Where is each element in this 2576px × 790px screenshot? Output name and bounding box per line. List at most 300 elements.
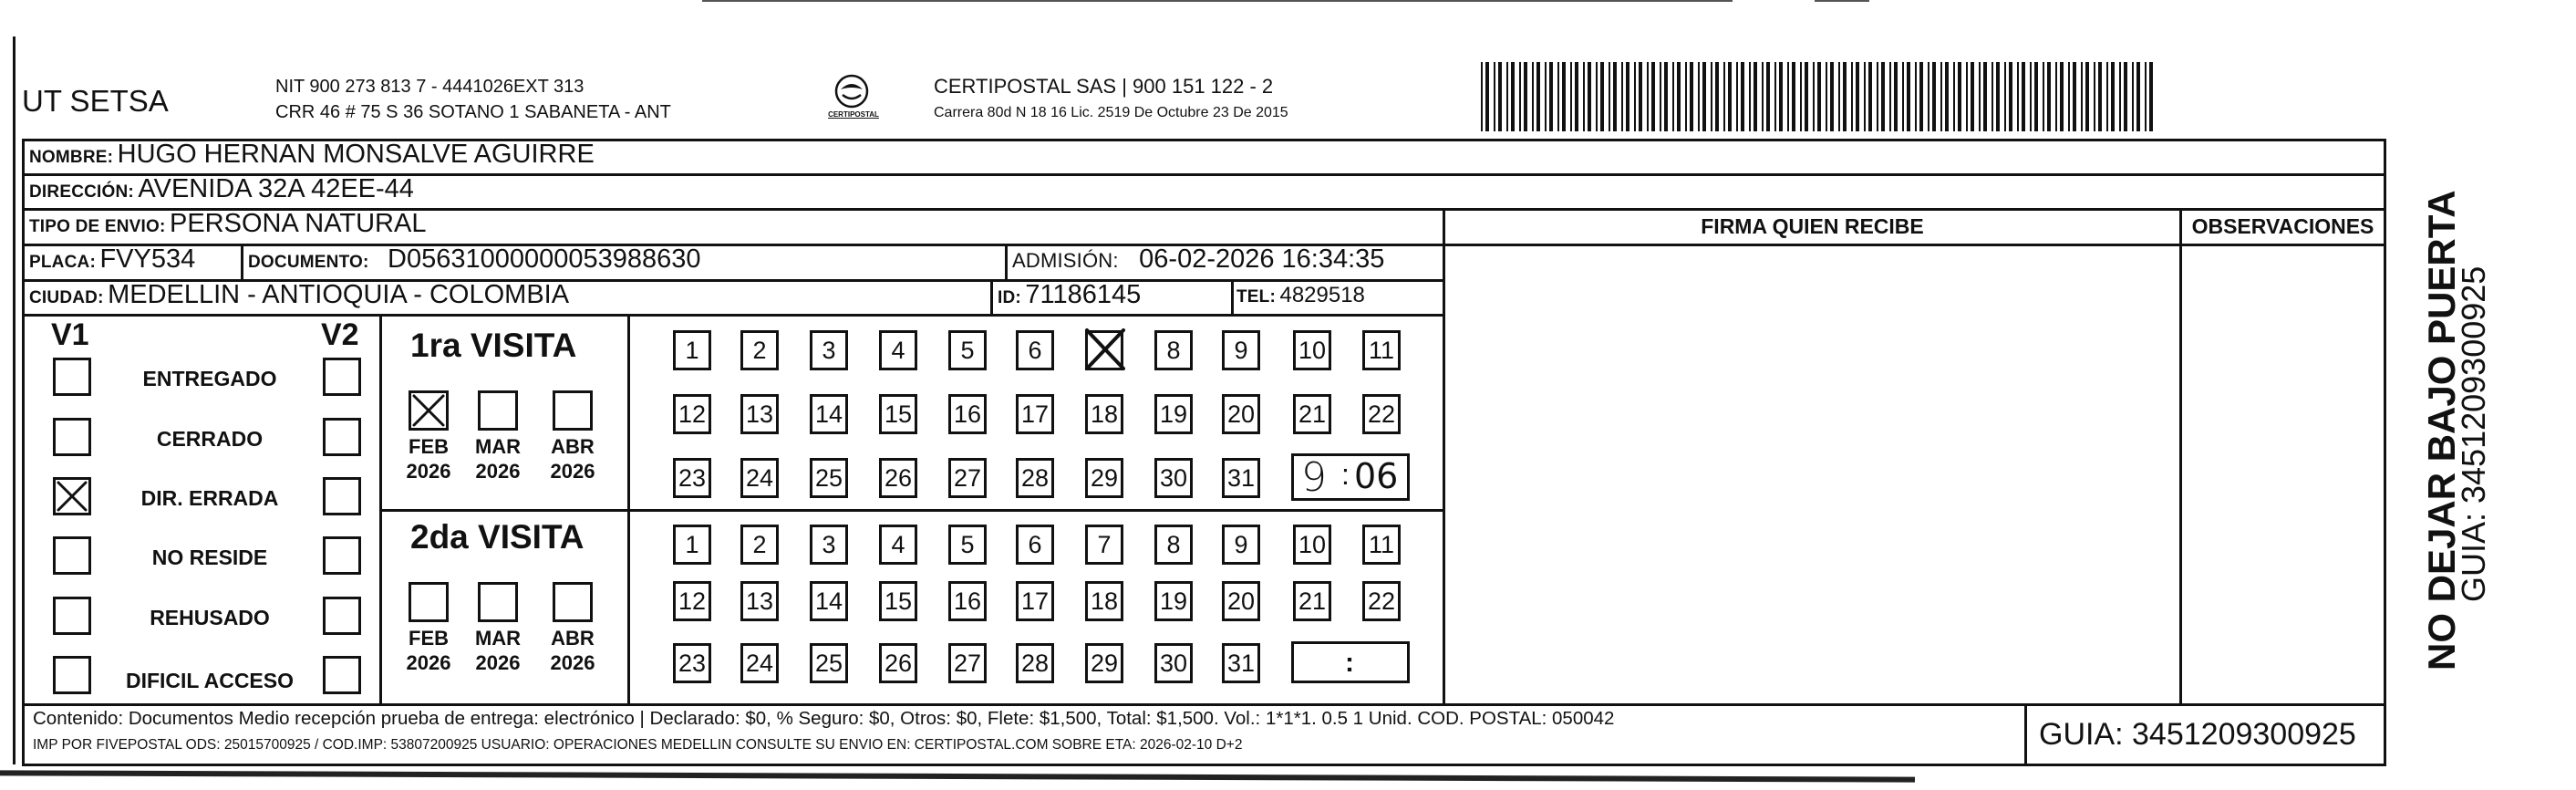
visit2-day-16[interactable] — [948, 581, 987, 621]
visit2-day-17[interactable] — [1016, 581, 1054, 621]
v2-label: V2 — [321, 317, 359, 352]
visit1-day-1[interactable] — [673, 330, 711, 370]
visit2-day-label: 23 — [678, 649, 707, 677]
visit2-day-label: 31 — [1226, 649, 1256, 677]
visit1-day-label: 16 — [953, 400, 982, 428]
barcode-bar — [1894, 62, 1898, 131]
barcode-bar — [2043, 62, 2044, 131]
barcode-bar — [2098, 62, 2102, 131]
documento-value: D05631000000053988630 — [388, 244, 701, 274]
barcode-bar — [1932, 62, 1936, 131]
visit-divider — [379, 509, 1444, 512]
visit1-day-label: 28 — [1020, 463, 1050, 492]
barcode-bar — [1570, 62, 1572, 131]
barcode-bar — [1677, 62, 1681, 131]
visit1-day-29[interactable] — [1085, 458, 1123, 498]
barcode-bar — [1588, 62, 1591, 131]
barcode-bar — [1600, 62, 1604, 131]
barcode-bar — [1940, 62, 1942, 131]
visit1-day-label: 20 — [1226, 400, 1256, 428]
barcode-bar — [2124, 62, 2127, 131]
v1-label: V1 — [51, 317, 89, 352]
visit1-day-label: 18 — [1090, 400, 1119, 428]
barcode-bar — [2034, 62, 2038, 131]
barcode-bar — [1583, 62, 1585, 131]
v1-checkbox-cerrado[interactable] — [53, 418, 91, 456]
visit2-day-label: 12 — [678, 587, 707, 615]
barcode-bar — [1545, 62, 1547, 131]
visit2-day-9[interactable] — [1222, 525, 1260, 565]
visit1-day-label: 14 — [814, 400, 843, 428]
side-guia: GUIA: 3451209300925 — [2455, 265, 2492, 602]
address-line: CRR 46 # 75 S 36 SOTANO 1 SABANETA - ANT — [275, 102, 671, 122]
barcode-bar — [2085, 62, 2089, 131]
ciudad-cell — [29, 280, 569, 310]
barcode-bar — [1851, 62, 1853, 131]
barcode-bar — [1639, 62, 1642, 131]
barcode-bar — [1817, 62, 1821, 131]
visit2-day-label: 18 — [1090, 587, 1119, 615]
barcode-bar — [2004, 62, 2006, 131]
visit2-month-checkbox-feb[interactable] — [409, 582, 449, 622]
visit1-day-label: 31 — [1226, 463, 1256, 492]
visit2-day-13[interactable] — [740, 581, 779, 621]
id-cell — [998, 280, 1141, 310]
visit2-day-14[interactable] — [810, 581, 848, 621]
visit1-month-checkbox-feb[interactable] — [409, 390, 449, 431]
barcode-bar — [1800, 62, 1802, 131]
visit1-day-6[interactable] — [1016, 330, 1054, 370]
certipostal-address: Carrera 80d N 18 16 Lic. 2519 De Octubre 23 De 2015 — [934, 105, 1288, 120]
side-warning: NO DEJAR BAJO PUERTA — [2420, 190, 2463, 670]
id-divider — [990, 279, 993, 314]
barcode-bar — [2060, 62, 2064, 131]
barcode-bar — [2132, 62, 2134, 131]
form-bottom-border — [22, 764, 2386, 766]
row-line-5 — [22, 314, 1444, 317]
form-inner-left — [22, 139, 25, 766]
barcode-bar — [1843, 62, 1847, 131]
visit1-month-checkbox-mar[interactable] — [478, 390, 518, 431]
visit2-month-label-abr: ABR 2026 — [550, 627, 595, 674]
barcode-bar — [2106, 62, 2108, 131]
visit1-day-2[interactable] — [740, 330, 779, 370]
visit1-day-label: 13 — [745, 400, 774, 428]
visit1-day-10[interactable] — [1293, 330, 1331, 370]
firma-header-line — [1443, 244, 2386, 246]
visit2-month-checkbox-mar[interactable] — [478, 582, 518, 622]
v2-checkbox-dir-errada[interactable] — [323, 477, 361, 515]
barcode-bar — [1511, 62, 1515, 131]
barcode-bar — [1928, 62, 1929, 131]
visit2-day-23[interactable] — [673, 643, 711, 683]
visit1-time-min: 06 — [1354, 456, 1399, 496]
barcode-bar — [1766, 62, 1770, 131]
visit2-day-label: 8 — [1166, 530, 1181, 558]
visit1-day-label: 12 — [678, 400, 707, 428]
admision-divider — [1005, 244, 1008, 279]
v2-checkbox-rehusado[interactable] — [323, 597, 361, 635]
barcode-bar — [1971, 62, 1974, 131]
visit1-day-label: 22 — [1367, 400, 1396, 428]
visit2-day-label: 3 — [822, 530, 836, 558]
v1-checkbox-entregado[interactable] — [53, 358, 91, 396]
visit2-day-label: 17 — [1020, 587, 1050, 615]
visit2-day-label: 22 — [1367, 587, 1396, 615]
barcode-bar — [1945, 62, 1949, 131]
visit2-day-label: 28 — [1020, 649, 1050, 677]
barcode-bar — [2145, 62, 2147, 131]
visit2-day-1[interactable] — [673, 525, 711, 565]
barcode-bar — [2068, 62, 2070, 131]
visit1-day-label: 19 — [1159, 400, 1188, 428]
barcode-bar — [1762, 62, 1764, 131]
visit1-day-19[interactable] — [1154, 394, 1193, 434]
visit2-day-label: 26 — [884, 649, 913, 677]
barcode-bar — [2030, 62, 2032, 131]
visit1-day-21[interactable] — [1293, 394, 1331, 434]
visit1-day-26[interactable] — [879, 458, 917, 498]
visit1-month-checkbox-abr[interactable] — [553, 390, 593, 431]
v2-checkbox-no-reside[interactable] — [323, 536, 361, 575]
barcode-bar — [2081, 62, 2083, 131]
visit2-day-11[interactable] — [1362, 525, 1401, 565]
id-label: ID: — [998, 288, 1021, 307]
visit2-day-label: 15 — [884, 587, 913, 615]
visit1-day-label: 21 — [1298, 400, 1327, 428]
visit2-day-label: 21 — [1298, 587, 1327, 615]
months-divider — [627, 314, 630, 703]
visit2-day-label: 1 — [685, 530, 699, 558]
status-label-dir-errada: DIR. ERRADA — [140, 486, 279, 510]
v1-checkbox-dificil-acceso[interactable] — [53, 656, 91, 694]
placa-value: FVY534 — [99, 244, 196, 274]
nombre-row — [29, 140, 595, 170]
visit1-day-13[interactable] — [740, 394, 779, 434]
visit1-day-label: 1 — [685, 336, 699, 364]
visit2-day-22[interactable] — [1362, 581, 1401, 621]
barcode-bar — [1864, 62, 1866, 131]
visit1-day-8[interactable] — [1154, 330, 1193, 370]
top-edge-dash — [1815, 0, 1869, 2]
barcode-bar — [1787, 62, 1789, 131]
barcode-bar — [1889, 62, 1891, 131]
visit2-day-label: 10 — [1298, 530, 1327, 558]
status-label-cerrado: CERRADO — [156, 427, 264, 451]
visit2-time-sep: : — [1345, 648, 1354, 678]
scan-edge-band — [0, 770, 1915, 782]
barcode-bar — [2149, 62, 2153, 131]
visit2-month-label-mar: MAR 2026 — [474, 627, 522, 674]
barcode-bar — [1953, 62, 1955, 131]
visit2-day-29[interactable] — [1085, 643, 1123, 683]
visit2-day-label: 7 — [1097, 530, 1112, 558]
visit1-month-label-abr: ABR 2026 — [550, 435, 595, 483]
visit2-day-label: 6 — [1028, 530, 1042, 558]
firma-header: FIRMA QUIEN RECIBE — [1701, 214, 1924, 238]
tipo-row — [29, 209, 426, 239]
id-value: 71186145 — [1025, 280, 1142, 309]
placa-divider — [241, 244, 243, 279]
barcode-bar — [1813, 62, 1815, 131]
barcode-bar — [1779, 62, 1783, 131]
barcode-bar — [2111, 62, 2115, 131]
barcode-bar — [1792, 62, 1795, 131]
barcode-bar — [2009, 62, 2012, 131]
observaciones-left-border — [2179, 208, 2182, 703]
visit1-day-label: 30 — [1159, 463, 1188, 492]
visit1-day-label: 6 — [1028, 336, 1042, 364]
barcode-bar — [1621, 62, 1623, 131]
visit1-day-17[interactable] — [1016, 394, 1054, 434]
barcode-bar — [1774, 62, 1776, 131]
visit2-day-label: 24 — [745, 649, 774, 677]
visit2-month-label-feb: FEB 2026 — [406, 627, 451, 674]
direccion-row — [29, 174, 414, 204]
visit1-day-31[interactable] — [1222, 458, 1260, 498]
barcode-bar — [1723, 62, 1725, 131]
barcode-bar — [1830, 62, 1834, 131]
visit1-month-label-mar: MAR 2026 — [474, 435, 522, 483]
visit1-day-16[interactable] — [948, 394, 987, 434]
v2-checkbox-entregado[interactable] — [323, 358, 361, 396]
ciudad-value: MEDELLIN - ANTIOQUIA - COLOMBIA — [108, 280, 570, 309]
barcode-bar — [1919, 62, 1923, 131]
barcode-bar — [1715, 62, 1719, 131]
barcode-bar — [2073, 62, 2076, 131]
barcode-bar — [1979, 62, 1981, 131]
documento-label: DOCUMENTO: — [248, 253, 369, 272]
barcode-bar — [1991, 62, 1993, 131]
visit2-day-label: 4 — [891, 530, 905, 558]
barcode-bar — [1685, 62, 1687, 131]
barcode-bar — [1485, 62, 1489, 131]
visit1-day-label: 17 — [1020, 400, 1050, 428]
visit2-day-18[interactable] — [1085, 581, 1123, 621]
visit1-day-22[interactable] — [1362, 394, 1401, 434]
barcode-bar — [1613, 62, 1617, 131]
visit1-day-23[interactable] — [673, 458, 711, 498]
company-name: UT SETSA — [22, 84, 169, 118]
status-label-rehusado: REHUSADO — [150, 606, 270, 629]
visit2-day-28[interactable] — [1016, 643, 1054, 683]
imp-text: IMP POR FIVEPOSTAL ODS: 25015700925 / COD.IMP: 53807200925 USUARIO: OPERACIONES MEDELLIN CONSULTE SU ENVIO EN: CERTIPOSTAL.COM SOBRE ETA: 2026-02-10 D+2 — [33, 737, 1243, 753]
visit2-day-24[interactable] — [740, 643, 779, 683]
visit2-day-15[interactable] — [879, 581, 917, 621]
barcode-bar — [1575, 62, 1578, 131]
visit2-day-4[interactable] — [879, 525, 917, 565]
barcode-bar — [2119, 62, 2121, 131]
checked-x-icon — [56, 480, 88, 513]
visit1-time-sep: : — [1341, 458, 1350, 491]
tel-cell — [1236, 283, 1365, 308]
contenido-text: Contenido: Documentos Medio recepción prueba de entrega: electrónico | Declarado: $0, % Seguro: $0, Otros: $0, Flete: $1,500, Total: $1,500. Vol.: 1*1*1. 0.5 1 Unid. COD. POSTAL: 050042 — [33, 708, 1615, 729]
barcode-bar — [1805, 62, 1808, 131]
observaciones-header: OBSERVACIONES — [2191, 214, 2374, 238]
tel-divider — [1231, 279, 1234, 314]
visit1-day-30[interactable] — [1154, 458, 1193, 498]
direccion-label: DIRECCIÓN: — [29, 182, 134, 202]
visit1-day-15[interactable] — [879, 394, 917, 434]
visit2-day-label: 25 — [814, 649, 843, 677]
barcode-bar — [1907, 62, 1910, 131]
visit2-day-27[interactable] — [948, 643, 987, 683]
footer-top-line — [22, 703, 2386, 706]
barcode-bar — [1609, 62, 1610, 131]
barcode-bar — [1711, 62, 1712, 131]
v2-checkbox-dificil-acceso[interactable] — [323, 656, 361, 694]
visit1-day-label: 25 — [814, 463, 843, 492]
status-label-no-reside: NO RESIDE — [151, 546, 268, 569]
barcode-bar — [2022, 62, 2025, 131]
tel-value: 4829518 — [1279, 283, 1365, 307]
visit2-title: 2da VISITA — [410, 518, 585, 556]
visit1-day-label: 9 — [1234, 336, 1248, 364]
barcode-bar — [1996, 62, 2000, 131]
visit1-time-hour: 9 — [1301, 454, 1327, 501]
ciudad-label: CIUDAD: — [29, 288, 104, 307]
barcode-bar — [1536, 62, 1540, 131]
visit2-day-7[interactable] — [1085, 525, 1123, 565]
visit2-day-label: 20 — [1226, 587, 1256, 615]
visit2-day-12[interactable] — [673, 581, 711, 621]
barcode-bar — [1494, 62, 1495, 131]
visit2-day-26[interactable] — [879, 643, 917, 683]
visit1-day-28[interactable] — [1016, 458, 1054, 498]
visit2-day-label: 19 — [1159, 587, 1188, 615]
barcode-bar — [1966, 62, 1968, 131]
barcode-bar — [1519, 62, 1521, 131]
visit1-day-label: 24 — [745, 463, 774, 492]
visit2-day-label: 27 — [953, 649, 982, 677]
logo-caption: CERTIPOSTAL — [828, 110, 879, 119]
visit1-day-9[interactable] — [1222, 330, 1260, 370]
barcode-bar — [1524, 62, 1527, 131]
visit1-day-7[interactable] — [1085, 330, 1123, 370]
visit2-day-19[interactable] — [1154, 581, 1193, 621]
barcode-bar — [2047, 62, 2051, 131]
visit1-time-box[interactable] — [1291, 453, 1410, 501]
visit1-day-label: 15 — [884, 400, 913, 428]
barcode-bar — [1749, 62, 1751, 131]
tel-label: TEL: — [1236, 287, 1277, 307]
visit2-day-label: 5 — [960, 530, 975, 558]
v1-checkbox-no-reside[interactable] — [53, 536, 91, 575]
visit1-day-14[interactable] — [810, 394, 848, 434]
barcode-bar — [1826, 62, 1827, 131]
visit2-day-label: 30 — [1159, 649, 1188, 677]
barcode-bar — [1532, 62, 1534, 131]
visit1-day-label: 26 — [884, 463, 913, 492]
barcode-bar — [1562, 62, 1566, 131]
placa-label: PLACA: — [29, 253, 96, 272]
barcode-bar — [1915, 62, 1917, 131]
visit2-month-checkbox-abr[interactable] — [553, 582, 593, 622]
checked-x-icon — [411, 393, 446, 428]
visit1-day-label: 27 — [953, 463, 982, 492]
visit1-day-3[interactable] — [810, 330, 848, 370]
barcode-bar — [1698, 62, 1700, 131]
barcode-bar — [1596, 62, 1598, 131]
barcode-bar — [1958, 62, 1961, 131]
guia-box-text: GUIA: 3451209300925 — [2039, 717, 2356, 752]
visit1-day-5[interactable] — [948, 330, 987, 370]
visit2-day-2[interactable] — [740, 525, 779, 565]
visit1-day-20[interactable] — [1222, 394, 1260, 434]
v1-checkbox-dir-errada[interactable] — [53, 477, 91, 515]
visit2-time-box[interactable] — [1291, 641, 1410, 683]
barcode-bar — [1702, 62, 1706, 131]
visit1-day-18[interactable] — [1085, 394, 1123, 434]
barcode-bar — [2094, 62, 2095, 131]
barcode-bar — [1498, 62, 1502, 131]
v1-checkbox-rehusado[interactable] — [53, 597, 91, 635]
barcode-bar — [1647, 62, 1649, 131]
visit1-day-label: 2 — [752, 336, 767, 364]
admision-cell — [1012, 244, 1384, 275]
visit1-day-27[interactable] — [948, 458, 987, 498]
barcode-bar — [1690, 62, 1693, 131]
visit2-day-20[interactable] — [1222, 581, 1260, 621]
visit2-day-21[interactable] — [1293, 581, 1331, 621]
barcode-bar — [1856, 62, 1859, 131]
visit2-day-3[interactable] — [810, 525, 848, 565]
barcode-bar — [1549, 62, 1553, 131]
barcode-bar — [1651, 62, 1655, 131]
visit2-day-31[interactable] — [1222, 643, 1260, 683]
visit1-title: 1ra VISITA — [410, 327, 577, 364]
visit1-day-25[interactable] — [810, 458, 848, 498]
barcode-bar — [1660, 62, 1661, 131]
visit2-day-5[interactable] — [948, 525, 987, 565]
visit1-day-4[interactable] — [879, 330, 917, 370]
barcode-bar — [1877, 62, 1878, 131]
direccion-value: AVENIDA 32A 42EE-44 — [138, 174, 414, 203]
visit2-day-6[interactable] — [1016, 525, 1054, 565]
visit1-day-label: 4 — [891, 336, 905, 364]
barcode-bar — [1881, 62, 1885, 131]
admision-value: 06-02-2026 16:34:35 — [1139, 244, 1385, 274]
nit-line: NIT 900 273 813 7 - 4441026EXT 313 — [275, 77, 585, 97]
form-right-border — [2384, 139, 2386, 766]
admision-label: ADMISIÓN: — [1012, 249, 1119, 272]
visit1-day-12[interactable] — [673, 394, 711, 434]
visit2-day-25[interactable] — [810, 643, 848, 683]
visit2-day-30[interactable] — [1154, 643, 1193, 683]
barcode — [1481, 62, 2159, 131]
placa-cell — [29, 244, 195, 275]
visit2-day-8[interactable] — [1154, 525, 1193, 565]
barcode-bar — [1736, 62, 1738, 131]
barcode-bar — [1506, 62, 1508, 131]
documento-cell — [248, 244, 701, 275]
v2-checkbox-cerrado[interactable] — [323, 418, 361, 456]
visit1-day-11[interactable] — [1362, 330, 1401, 370]
visit1-day-label: 8 — [1166, 336, 1181, 364]
nombre-value: HUGO HERNAN MONSALVE AGUIRRE — [117, 140, 595, 169]
visit2-day-10[interactable] — [1293, 525, 1331, 565]
tipo-value: PERSONA NATURAL — [170, 209, 427, 238]
barcode-bar — [1557, 62, 1559, 131]
barcode-bar — [1754, 62, 1757, 131]
visit1-day-label: 11 — [1368, 336, 1395, 364]
visit1-month-label-feb: FEB 2026 — [406, 435, 451, 483]
visit1-day-label: 10 — [1298, 336, 1327, 364]
status-label-dificil-acceso: DIFICIL ACCESO — [125, 669, 294, 692]
barcode-bar — [1741, 62, 1744, 131]
visit1-day-24[interactable] — [740, 458, 779, 498]
status-label-entregado: ENTREGADO — [142, 367, 277, 390]
